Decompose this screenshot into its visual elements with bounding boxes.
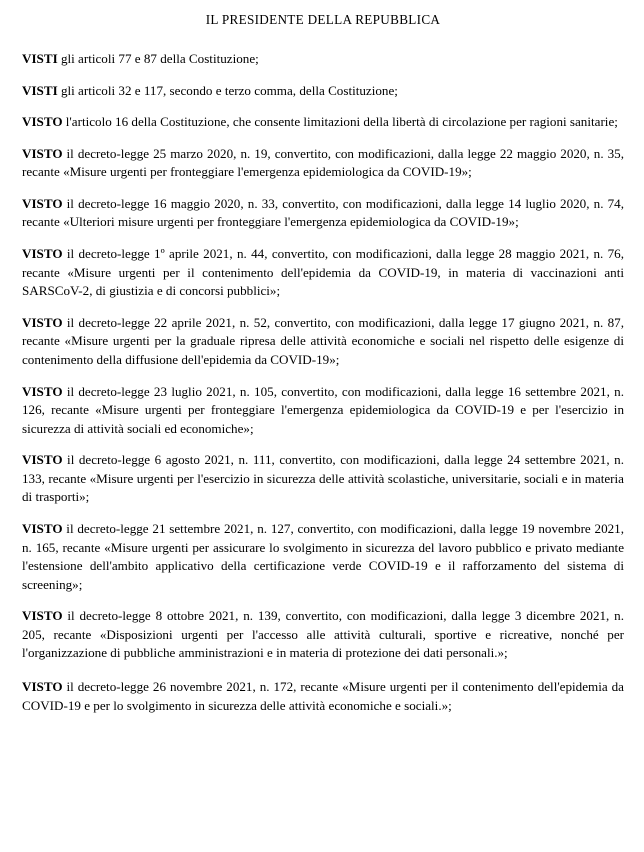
paragraph-lead: VISTO <box>22 520 63 536</box>
paragraph-text: gli articoli 32 e 117, secondo e terzo comma, della Costituzione; <box>57 82 398 98</box>
paragraph-text: il decreto-legge 16 maggio 2020, n. 33, convertito, con modificazioni, dalla legge 14 luglio 2020, n. 74, recante «Ulteriori misure urgenti per fronteggiare l'emergenza epidemiologica da COVID-19»; <box>22 195 624 230</box>
paragraph-text: gli articoli 77 e 87 della Costituzione; <box>57 51 259 66</box>
paragraph-lead: VISTI <box>22 51 58 66</box>
paragraph-text: il decreto-legge 22 aprile 2021, n. 52, convertito, con modificazioni, dalla legge 17 giugno 2021, n. 87, recante «Misure urgenti per la graduale ripresa delle attività economiche e sociali nel rispetto delle esigenze di contenimento della diffusione dell'epidemia da COVID-19»; <box>22 314 624 367</box>
paragraph-4 <box>22 145 624 182</box>
paragraph-9 <box>22 451 624 507</box>
paragraph-6 <box>22 245 624 301</box>
paragraph-lead: VISTI <box>22 82 58 98</box>
paragraph-text: il decreto-legge 25 marzo 2020, n. 19, convertito, con modificazioni, dalla legge 22 maggio 2020, n. 35, recante «Misure urgenti per fronteggiare l'emergenza epidemiologica da COVID-19»; <box>22 145 624 180</box>
paragraph-text: l'articolo 16 della Costituzione, che consente limitazioni della libertà di circolazione per ragioni sanitarie; <box>62 114 618 130</box>
paragraph-text: il decreto-legge 21 settembre 2021, n. 127, convertito, con modificazioni, dalla legge 19 novembre 2021, n. 165, recante «Misure urgenti per assicurare lo svolgimento in sicurezza del lavoro pubblico e privato mediante l'estensione dell'ambito applicativo della certificazione verde COVID-19 e il rafforzamento del sistema di screening»; <box>22 520 624 592</box>
paragraph-text: il decreto-legge 8 ottobre 2021, n. 139, convertito, con modificazioni, dalla legge 3 dicembre 2021, n. 205, recante «Disposizioni urgenti per l'accesso alle attività culturali, sportive e ricreative, nonché per l'organizzazione di pubbliche amministrazioni e in materia di protezione dei dati personali.»; <box>22 608 624 661</box>
paragraph-7 <box>22 314 624 370</box>
paragraph-text: il decreto-legge 1º aprile 2021, n. 44, convertito, con modificazioni, dalla legge 28 maggio 2021, n. 76, recante «Misure urgenti per il contenimento dell'epidemia da COVID-19, in materia di vaccinazioni anti SARSCoV-2, di giustizia e di concorsi pubblici»; <box>22 246 624 299</box>
paragraph-3 <box>22 113 624 132</box>
paragraph-11 <box>22 607 624 663</box>
paragraph-lead: VISTO <box>22 114 63 130</box>
paragraph-1 <box>22 50 624 69</box>
paragraph-lead: VISTO <box>22 314 63 330</box>
paragraph-lead: VISTO <box>22 383 63 399</box>
paragraph-lead: VISTO <box>22 608 63 624</box>
paragraph-text: il decreto-legge 6 agosto 2021, n. 111, convertito, con modificazioni, dalla legge 24 settembre 2021, n. 133, recante «Misure urgenti per l'esercizio in sicurezza delle attività scolastiche, universitarie, sociali e in materia di trasporti»; <box>22 452 624 505</box>
paragraph-lead: VISTO <box>22 195 63 211</box>
page-title: IL PRESIDENTE DELLA REPUBBLICA <box>205 12 441 27</box>
paragraph-lead: VISTO <box>22 145 63 161</box>
paragraph-12 <box>22 678 624 715</box>
paragraph-lead: VISTO <box>22 679 63 695</box>
paragraph-lead: VISTO <box>22 246 63 262</box>
paragraph-text: il decreto-legge 26 novembre 2021, n. 172, recante «Misure urgenti per il contenimento dell'epidemia da COVID-19 e per lo svolgimento in sicurezza delle attività economiche e sociali.»; <box>22 679 624 713</box>
paragraph-2 <box>22 82 624 101</box>
paragraph-8 <box>22 383 624 439</box>
paragraph-10 <box>22 520 624 594</box>
paragraph-lead: VISTO <box>22 452 63 468</box>
paragraph-5 <box>22 195 624 232</box>
paragraph-text: il decreto-legge 23 luglio 2021, n. 105, convertito, con modificazioni, dalla legge 16 settembre 2021, n. 126, recante «Misure urgenti per fronteggiare l'emergenza epidemiologica da COVID-19 e per l'esercizio in sicurezza di attività sociali ed economiche»; <box>22 383 624 436</box>
